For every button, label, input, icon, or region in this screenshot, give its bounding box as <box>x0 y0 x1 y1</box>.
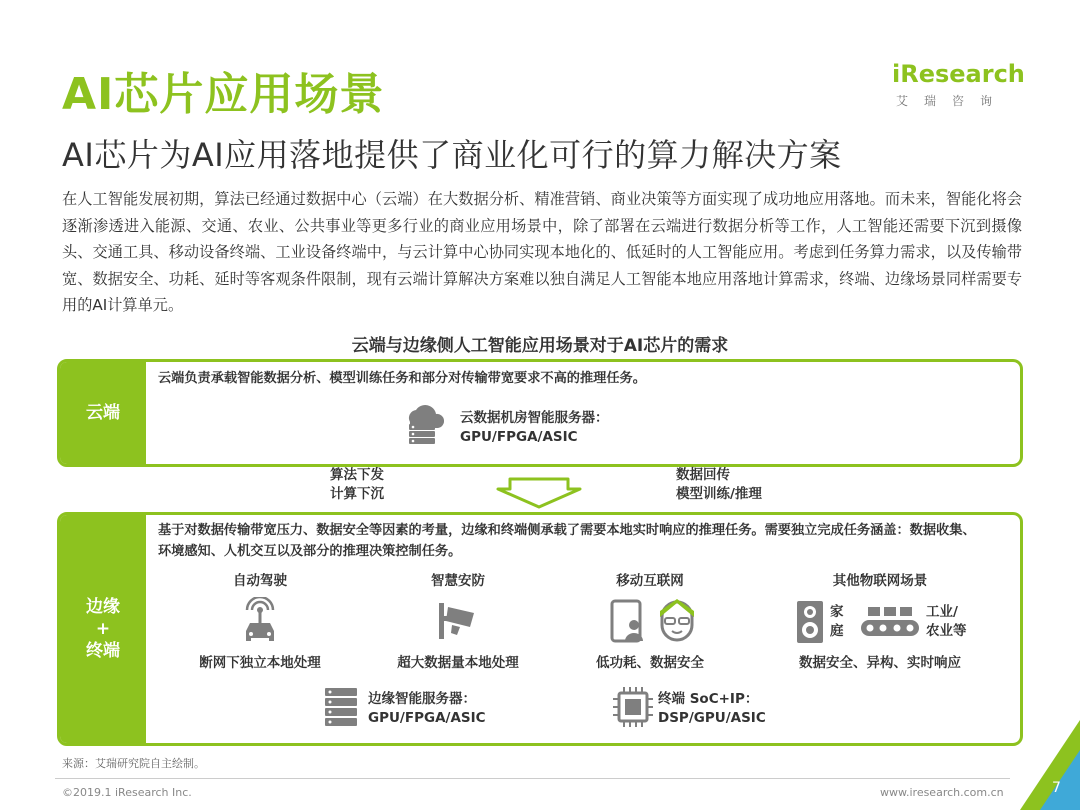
arrow-right-line1: 数据回传 <box>676 467 730 483</box>
cloud-server-chips: GPU/FPGA/ASIC <box>460 429 578 445</box>
edge-server-icon <box>323 687 359 729</box>
scenario-security-title: 智慧安防 <box>431 573 485 589</box>
edge-description: 基于对数据传输带宽压力、数据安全等因素的考量，边缘和终端侧承载了需要本地实时响应的推理任务。需要独立完成任务涵盖：数据收集、环境感知、人机交互以及部分的推理决策控制任务。 <box>158 523 976 559</box>
arrow-right-line2: 模型训练/推理 <box>676 486 762 502</box>
scenario-autodrive-caption: 断网下独立本地处理 <box>199 655 321 671</box>
iresearch-logo <box>892 60 1024 109</box>
scenario-mobile-title: 移动互联网 <box>616 573 684 589</box>
edge-server-title: 边缘智能服务器： <box>368 691 476 707</box>
scenario-iot-title: 其他物联网场景 <box>832 573 928 589</box>
edge-label-line1: 边缘 <box>86 597 120 617</box>
iot-home-line2: 庭 <box>830 623 844 639</box>
soc-chip-icon <box>613 686 653 728</box>
mobile-user-icon <box>608 599 648 643</box>
page-subtitle: AI芯片为AI应用落地提供了商业化可行的算力解决方案 <box>62 136 842 174</box>
page-title: AI芯片应用场景 <box>62 69 385 120</box>
footer-divider <box>55 778 1010 779</box>
soc-chips: DSP/GPU/ASIC <box>658 710 766 726</box>
cloud-box <box>57 359 1023 467</box>
arrow-left-line1: 算法下发 <box>330 467 384 483</box>
iot-home-line1: 家 <box>830 604 844 620</box>
soc-title: 终端 SoC+IP： <box>658 691 759 707</box>
corner-decoration <box>1020 720 1080 810</box>
scenario-iot-caption: 数据安全、异构、实时响应 <box>799 655 961 671</box>
scenario-mobile-caption: 低功耗、数据安全 <box>596 655 704 671</box>
edge-server-chips: GPU/FPGA/ASIC <box>368 710 486 726</box>
car-signal-icon <box>240 597 280 645</box>
intro-paragraph: 在人工智能发展初期，算法已经通过数据中心（云端）在大数据分析、精准营销、商业决策等方面实现了成功地应用落地。而未来，智能化将会逐渐渗透进入能源、交通、农业、公共事业等更多行业的商业应用场景中，除了部署在云端进行数据分析等工作，人工智能还需要下沉到摄像头、交通工具、移动设备终端、工业设备终端中，与云计算中心协同实现本地化的、低延时的人工智能应用。考虑到任务算力需求，以及传输带宽、数据安全、功耗、延时等客观条件限制，现有云端计算解决方案难以独自满足人工智能本地应用落地计算需求，终端、边缘场景同样需要专用的AI计算单元。 <box>62 190 1022 314</box>
source-note: 来源：艾瑞研究院自主绘制。 <box>62 757 205 770</box>
page-number: 7 <box>1052 780 1061 796</box>
iot-industry-line2: 农业等 <box>926 623 967 639</box>
down-arrow-icon <box>496 477 582 509</box>
logo-brand: iResearch <box>892 60 1025 88</box>
copyright: ©2019.1 iResearch Inc. <box>62 786 192 799</box>
edge-label-line3: 终端 <box>86 641 120 661</box>
cloud-label: 云端 <box>60 362 146 464</box>
person-avatar-icon <box>656 599 698 643</box>
cloud-description: 云端负责承载智能数据分析、模型训练任务和部分对传输带宽要求不高的推理任务。 <box>158 371 646 386</box>
logo-subtitle: 艾瑞咨询 <box>896 94 1009 108</box>
conveyor-belt-icon <box>860 607 920 639</box>
home-speaker-icon <box>795 599 825 645</box>
edge-label-line2: + <box>95 619 111 639</box>
scenario-autodrive-title: 自动驾驶 <box>233 573 287 589</box>
cloud-server-icon <box>400 402 444 448</box>
security-camera-icon <box>436 599 480 643</box>
scenario-security-caption: 超大数据量本地处理 <box>397 655 519 671</box>
arrow-left-line2: 计算下沉 <box>330 486 384 502</box>
cloud-server-title: 云数据机房智能服务器： <box>460 410 609 426</box>
edge-box <box>57 512 1023 746</box>
section-title: 云端与边缘侧人工智能应用场景对于AI芯片的需求 <box>351 336 729 356</box>
iot-industry-line1: 工业/ <box>926 604 958 620</box>
edge-label <box>60 515 146 743</box>
website-url: www.iresearch.com.cn <box>880 786 1004 799</box>
